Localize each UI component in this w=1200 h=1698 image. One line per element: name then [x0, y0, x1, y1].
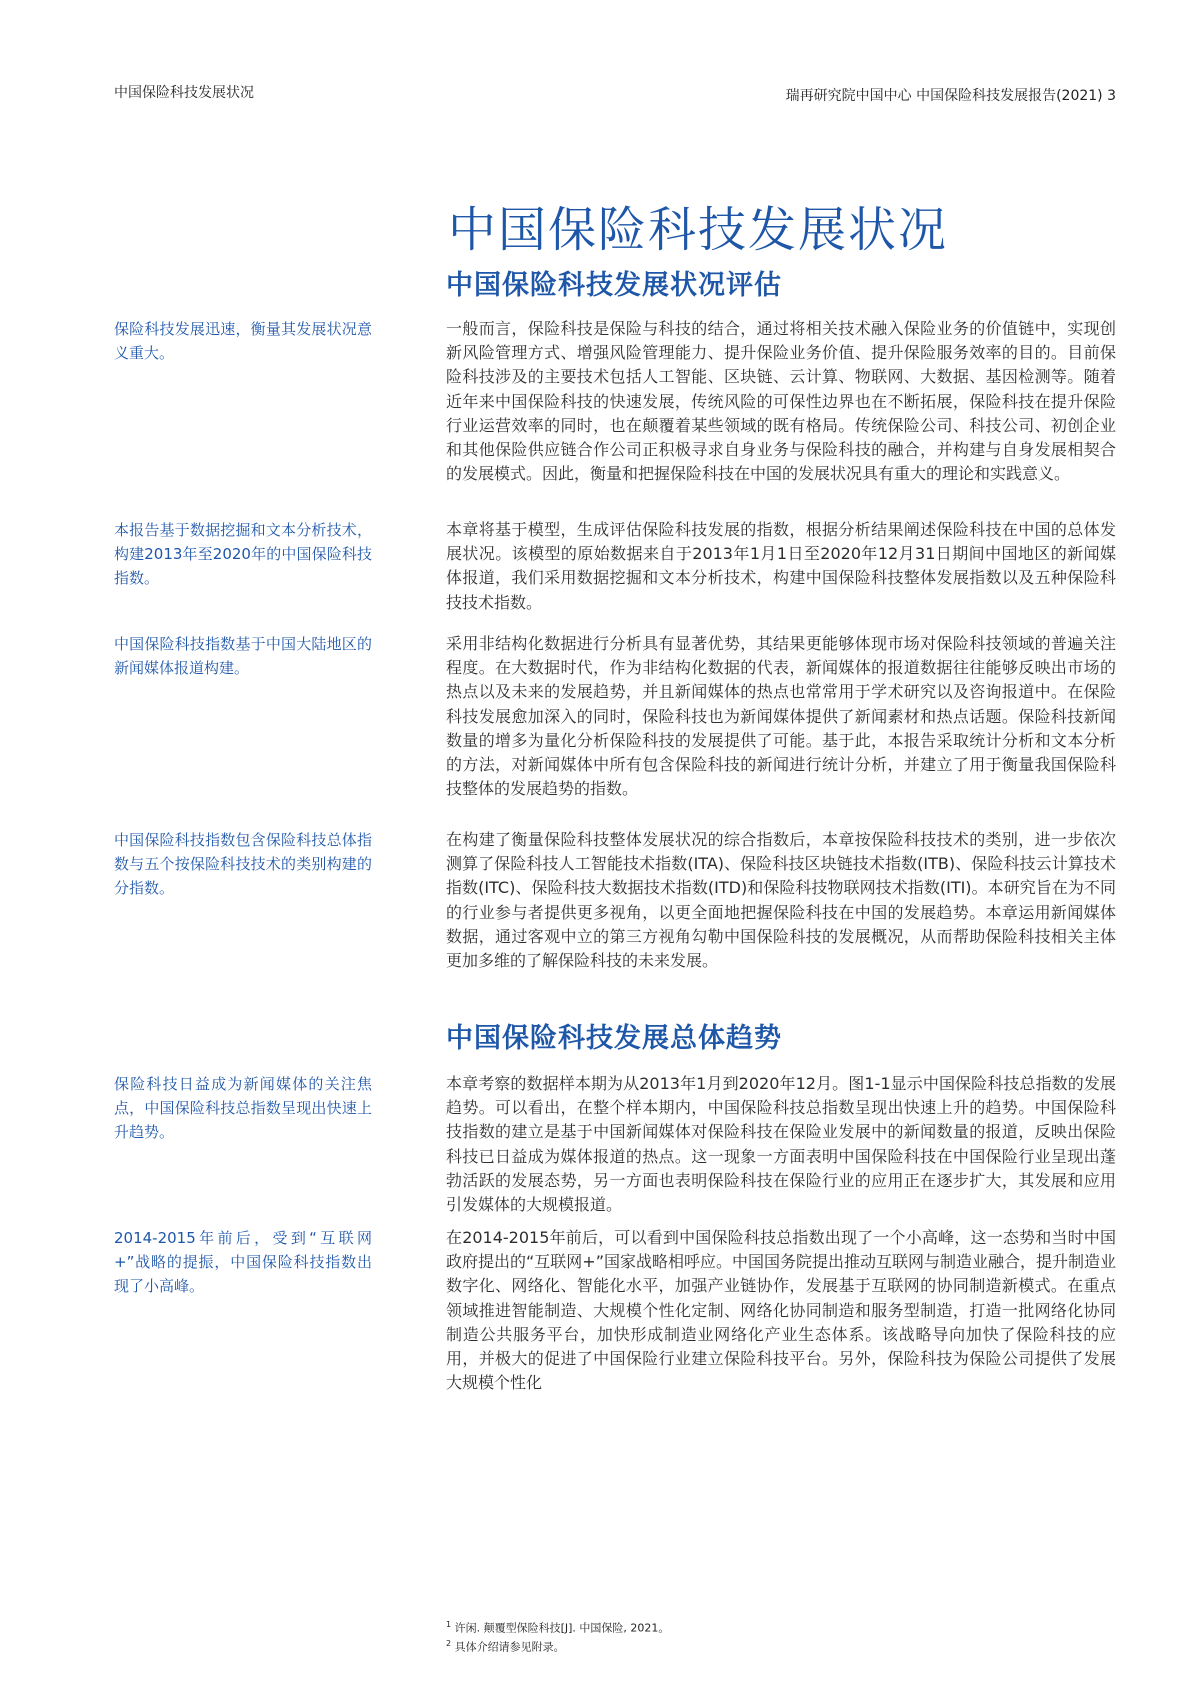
- footnote: [446, 1617, 669, 1636]
- body-paragraph: 本章考察的数据样本期为从2013年1月到2020年12月。图1-1显示中国保险科技总指数的发展趋势。可以看出，在整个样本期内，中国保险科技总指数呈现出快速上升的趋势。中国保险科技指数的建立是基于中国新闻媒体对保险科技在保险业发展中的新闻数量的报道，反映出保险科技已日益成为媒体报道的热点。这一现象一方面表明中国保险科技在中国保险行业呈现出蓬勃活跃的发展态势，另一方面也表明保险科技在保险行业的应用正在逐步扩大，其发展和应用引发媒体的大规模报道。: [446, 1074, 1116, 1215]
- body-paragraph: 采用非结构化数据进行分析具有显著优势，其结果更能够体现市场对保险科技领域的普遍关注程度。在大数据时代，作为非结构化数据的代表，新闻媒体的报道数据往往能够反映出市场的热点以及未来的发展趋势，并且新闻媒体的热点也常常用于学术研究以及咨询报道中。在保险科技发展愈加深入的同时，保险科技也为新闻媒体提供了新闻素材和热点话题。保险科技新闻数量的增多为量化分析保险科技的发展提供了可能。基于此，本报告采取统计分析和文本分析的方法，对新闻媒体中所有包含保险科技的新闻进行统计分析，并建立了用于衡量我国保险科技整体的发展趋势的指数。: [446, 634, 1116, 799]
- section-title-trend: 中国保险科技发展总体趋势: [446, 1023, 782, 1054]
- footnotes: [446, 1617, 669, 1654]
- side-note: 中国保险科技指数包含保险科技总体指数与五个按保险科技技术的类别构建的分指数。: [114, 831, 372, 897]
- side-note: 中国保险科技指数基于中国大陆地区的新闻媒体报道构建。: [114, 635, 372, 677]
- footnote-mark: 2: [446, 1638, 452, 1648]
- body-paragraph: 一般而言，保险科技是保险与科技的结合，通过将相关技术融入保险业务的价值链中，实现创新风险管理方式、增强风险管理能力、提升保险业务价值、提升保险服务效率的目的。目前保险科技涉及的主要技术包括人工智能、区块链、云计算、物联网、大数据、基因检测等。随着近年来中国保险科技的快速发展，传统风险的可保性边界也在不断拓展，保险科技在提升保险行业运营效率的同时，也在颠覆着某些领域的既有格局。传统保险公司、科技公司、初创企业和其他保险供应链合作公司正积极寻求自身业务与保险科技的融合，并构建与自身发展相契合的发展模式。因此，衡量和把握保险科技在中国的发展状况具有重大的理论和实践意义。: [446, 319, 1116, 484]
- footnote-text: 许闲. 颠覆型保险科技[J]. 中国保险, 2021。: [454, 1621, 670, 1635]
- running-header-left: 中国保险科技发展状况: [114, 85, 254, 101]
- side-note: 本报告基于数据挖掘和文本分析技术，构建2013年至2020年的中国保险科技指数。: [114, 521, 372, 587]
- body-paragraph: 在构建了衡量保险科技整体发展状况的综合指数后，本章按保险科技技术的类别，进一步依次测算了保险科技人工智能技术指数(ITA)、保险科技区块链技术指数(ITB)、保险科技云计算技术指数(ITC)、保险科技大数据技术指数(ITD)和保险科技物联网技术指数(ITI)。本研究旨在为不同的行业参与者提供更多视角，以更全面地把握保险科技在中国的发展趋势。本章运用新闻媒体数据，通过客观中立的第三方视角勾勒中国保险科技的发展概况，从而帮助保险科技相关主体更加多维的了解保险科技的未来发展。: [446, 830, 1116, 971]
- page-title: 中国保险科技发展状况: [448, 202, 949, 258]
- running-header-right: 瑞再研究院中国中心 中国保险科技发展报告(2021) 3: [785, 88, 1116, 104]
- footnote-text: 具体介绍请参见附录。: [454, 1640, 565, 1654]
- footnote: [446, 1636, 669, 1655]
- side-note: 2014-2015年前后，受到“互联网+”战略的提振，中国保险科技指数出现了小高峰。: [114, 1229, 372, 1295]
- body-paragraph: 本章将基于模型，生成评估保险科技发展的指数，根据分析结果阐述保险科技在中国的总体发展状况。该模型的原始数据来自于2013年1月1日至2020年12月31日期间中国地区的新闻媒体报道，我们采用数据挖掘和文本分析技术，构建中国保险科技整体发展指数以及五种保险科技技术指数。: [446, 520, 1116, 612]
- body-paragraph: 在2014-2015年前后，可以看到中国保险科技总指数出现了一个小高峰，这一态势和当时中国政府提出的“互联网+”国家战略相呼应。中国国务院提出推动互联网与制造业融合，提升制造业数字化、网络化、智能化水平，加强产业链协作，发展基于互联网的协同制造新模式。在重点领域推进智能制造、大规模个性化定制、网络化协同制造和服务型制造，打造一批网络化协同制造公共服务平台，加快形成制造业网络化产业生态体系。该战略导向加快了保险科技的应用，并极大的促进了中国保险行业建立保险科技平台。另外，保险科技为保险公司提供了发展大规模个性化: [446, 1228, 1116, 1393]
- section-title-assessment: 中国保险科技发展状况评估: [446, 270, 782, 301]
- side-note: 保险科技发展迅速，衡量其发展状况意义重大。: [114, 320, 372, 362]
- footnote-mark: 1: [446, 1620, 452, 1629]
- side-note: 保险科技日益成为新闻媒体的关注焦点，中国保险科技总指数呈现出快速上升趋势。: [114, 1075, 372, 1141]
